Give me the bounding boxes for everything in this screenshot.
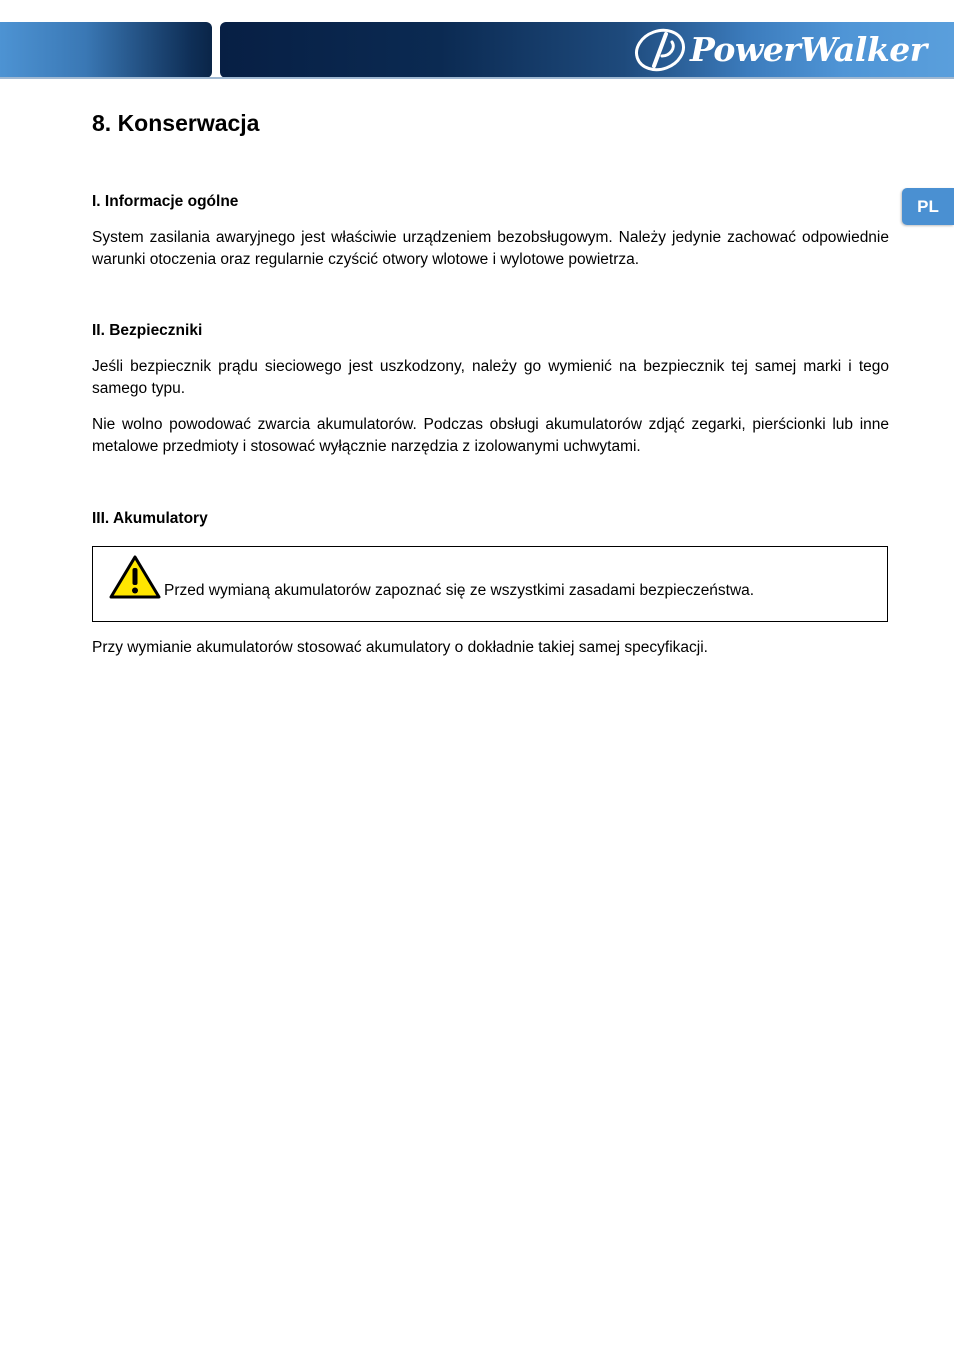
- section-title-batteries: III. Akumulatory: [92, 510, 208, 527]
- header-divider: [0, 77, 954, 79]
- section-title-general: I. Informacje ogólne: [92, 193, 239, 210]
- paragraph-short-circuit: Nie wolno powodować zwarcia akumulatorów. Podczas obsługi akumulatorów zdjąć zegarki, pierścionki lub inne metalowe przedmioty i stosować wyłącznie narzędzia z izolowanymi uchwytami.: [92, 416, 889, 455]
- warning-triangle-icon: [109, 554, 161, 600]
- warning-text: Przed wymianą akumulatorów zapoznać się ze wszystkimi zasadami bezpieczeństwa.: [164, 582, 755, 599]
- logo-wordmark: PowerWalker: [690, 30, 927, 69]
- paragraph-fuse-replacement: Jeśli bezpiecznik prądu sieciowego jest uszkodzony, należy go wymienić na bezpiecznik tej samej marki i tego samego typu.: [92, 358, 889, 397]
- header-banner-left: [0, 22, 212, 78]
- powerwalker-logo: [632, 26, 944, 74]
- page-title: 8. Konserwacja: [92, 110, 260, 136]
- paragraph-battery-spec: Przy wymianie akumulatorów stosować akumulatory o dokładnie takiej samej specyfikacji.: [92, 639, 708, 656]
- logo-mark-icon: [632, 26, 692, 74]
- warning-box: [92, 546, 888, 622]
- section-title-fuses: II. Bezpieczniki: [92, 322, 203, 339]
- language-tab: PL: [902, 188, 954, 225]
- paragraph-general: System zasilania awaryjnego jest właściwie urządzeniem bezobsługowym. Należy jedynie zachować odpowiednie warunki otoczenia oraz regularnie czyścić otwory wlotowe i wylotowe powietrza.: [92, 229, 889, 268]
